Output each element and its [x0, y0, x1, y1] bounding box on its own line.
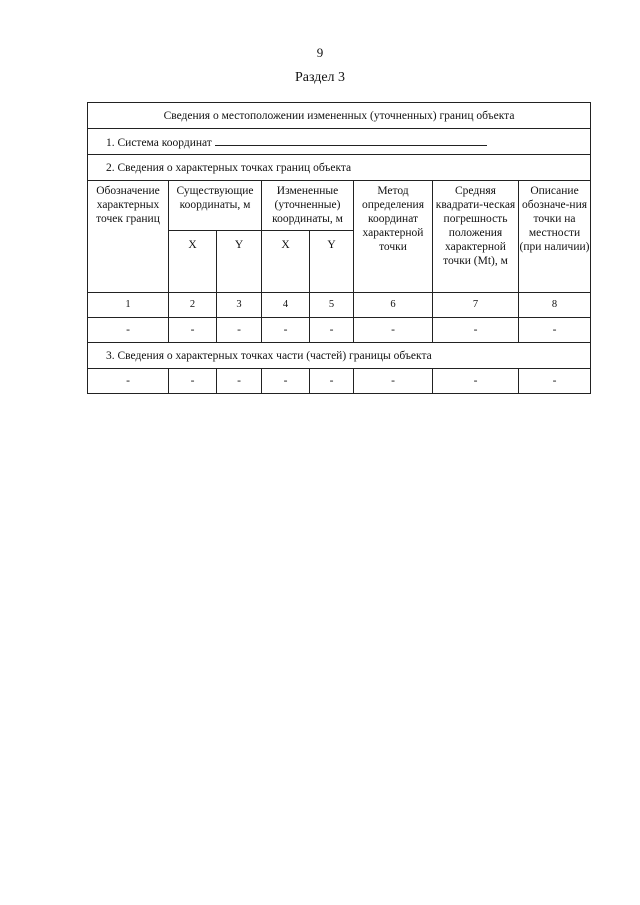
header-method: Метод определения координат характерной точки	[354, 181, 433, 293]
column-number: 1	[88, 293, 169, 318]
header-changed-y: Y	[310, 231, 354, 293]
column-number: 8	[519, 293, 591, 318]
parts-cell: -	[519, 369, 591, 394]
header-mse: Средняя квадрати-ческая погрешность положения характерной точки (Mt), м	[433, 181, 519, 293]
parts-cell: -	[262, 369, 310, 394]
column-number: 5	[310, 293, 354, 318]
header-existing-y: Y	[217, 231, 262, 293]
points-cell: -	[519, 318, 591, 343]
points-cell: -	[169, 318, 217, 343]
header-changed-x: X	[262, 231, 310, 293]
column-number: 3	[217, 293, 262, 318]
column-number: 4	[262, 293, 310, 318]
points-section-label: 2. Сведения о характерных точках границ объекта	[88, 155, 591, 181]
column-number: 6	[354, 293, 433, 318]
section-title: Раздел 3	[294, 70, 346, 85]
column-number: 2	[169, 293, 217, 318]
page-number: 9	[316, 45, 324, 60]
parts-section-label: 3. Сведения о характерных точках части (частей) границы объекта	[88, 343, 591, 369]
column-number: 7	[433, 293, 519, 318]
points-cell: -	[88, 318, 169, 343]
boundary-table	[87, 102, 591, 394]
parts-cell: -	[433, 369, 519, 394]
parts-cell: -	[169, 369, 217, 394]
table-title: Сведения о местоположении измененных (уточненных) границ объекта	[88, 103, 591, 129]
coord-system-blank-line	[215, 134, 487, 146]
parts-cell: -	[310, 369, 354, 394]
points-cell: -	[354, 318, 433, 343]
coord-system-row	[88, 129, 591, 155]
parts-cell: -	[217, 369, 262, 394]
header-existing-coords: Существующие координаты, м	[169, 181, 262, 231]
parts-cell: -	[88, 369, 169, 394]
parts-cell: -	[354, 369, 433, 394]
header-description: Описание обозначе-ния точки на местности (при наличии)	[519, 181, 591, 293]
header-changed-coords: Измененные (уточненные) координаты, м	[262, 181, 354, 231]
points-cell: -	[433, 318, 519, 343]
points-cell: -	[310, 318, 354, 343]
points-cell: -	[262, 318, 310, 343]
points-cell: -	[217, 318, 262, 343]
coord-system-label: 1. Система координат	[106, 136, 212, 149]
header-existing-x: X	[169, 231, 217, 293]
header-point-designation: Обозначение характерных точек границ	[88, 181, 169, 293]
